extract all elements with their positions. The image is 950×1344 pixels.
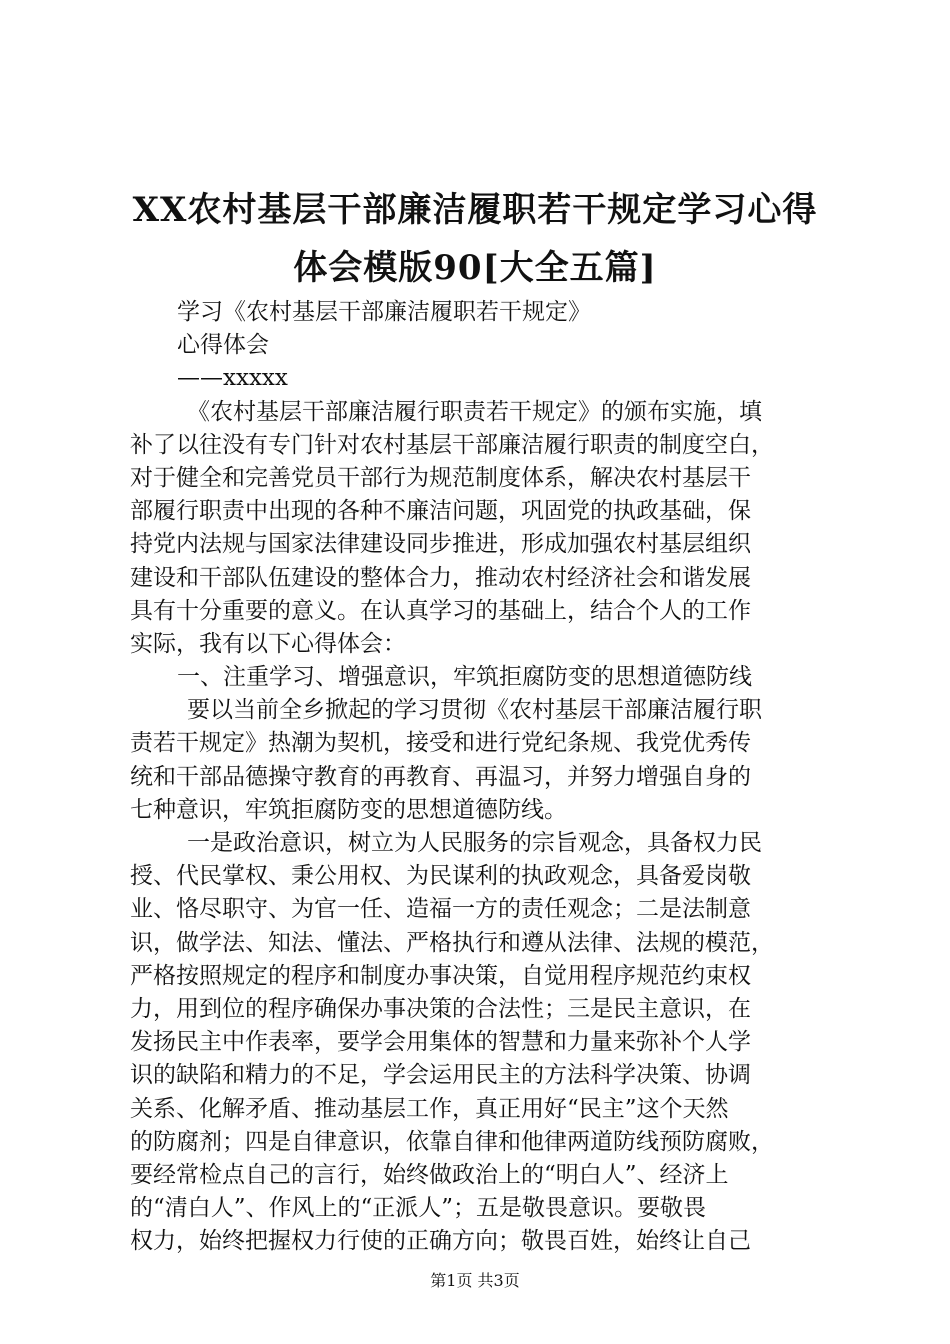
paragraph-line: 的防腐剂；四是自律意识，依靠自律和他律两道防线预防腐败， <box>130 1128 774 1155</box>
paragraph-line: 实际，我有以下心得体会： <box>130 630 406 657</box>
paragraph-line: 关系、化解矛盾、推动基层工作，真正用好“民主”这个天然 <box>130 1095 729 1122</box>
paragraph-line: 补了以往没有专门针对农村基层干部廉洁履行职责的制度空白， <box>130 431 774 458</box>
paragraph-line: 持党内法规与国家法律建设同步推进，形成加强农村基层组织 <box>130 531 751 558</box>
paragraph-line: 力，用到位的程序确保办事决策的合法性；三是民主意识，在 <box>130 995 751 1022</box>
paragraph-line: 一是政治意识，树立为人民服务的宗旨观念，具备权力民 <box>187 830 762 856</box>
paragraph-line: 发扬民主中作表率，要学会用集体的智慧和力量来弥补个人学 <box>130 1029 751 1056</box>
paragraph-line: 对于健全和完善党员干部行为规范制度体系，解决农村基层干 <box>130 464 751 491</box>
subtitle-line-2: 心得体会 <box>177 332 269 359</box>
paragraph-line: 的“清白人”、作风上的“正派人”；五是敬畏意识。要敬畏 <box>130 1195 707 1222</box>
paragraph-line: 识，做学法、知法、懂法、严格执行和遵从法律、法规的模范， <box>130 929 774 956</box>
paragraph-line: 授、代民掌权、秉公用权、为民谋利的执政观念，具备爱岗敬 <box>130 863 751 890</box>
paragraph-3 <box>130 827 830 1258</box>
paragraph-line: 权力，始终把握权力行使的正确方向；敬畏百姓，始终让自己 <box>130 1228 751 1255</box>
page-number-footer: 第1页 共3页 <box>430 1271 520 1290</box>
paragraph-line: 严格按照规定的程序和制度办事决策，自觉用程序规范约束权 <box>130 962 751 989</box>
document-title-line-1: XX农村基层干部廉洁履职若干规定学习心得 <box>132 190 818 230</box>
paragraph-line: 统和干部品德操守教育的再教育、再温习，并努力增强自身的 <box>130 763 751 790</box>
paragraph-line: 部履行职责中出现的各种不廉洁问题，巩固党的执政基础，保 <box>130 498 751 525</box>
paragraph-1 <box>130 396 830 662</box>
paragraph-line: 《农村基层干部廉洁履行职责若干规定》的颁布实施，填 <box>187 398 762 425</box>
paragraph-line: 识的缺陷和精力的不足，学会运用民主的方法科学决策、协调 <box>130 1062 751 1089</box>
section-heading-1: 一、注重学习、增强意识，牢筑拒腐防变的思想道德防线 <box>177 664 752 691</box>
paragraph-2 <box>130 694 830 827</box>
paragraph-line: 建设和干部队伍建设的整体合力，推动农村经济社会和谐发展 <box>130 564 751 591</box>
paragraph-line: 责若干规定》热潮为契机，接受和进行党纪条规、我党优秀传 <box>130 730 751 757</box>
author-line: ——xxxxx <box>177 365 288 392</box>
document-body <box>130 296 830 1258</box>
subtitle-line-1: 学习《农村基层干部廉洁履职若干规定》 <box>177 299 591 325</box>
paragraph-line: 具有十分重要的意义。在认真学习的基础上，结合个人的工作 <box>130 597 751 624</box>
paragraph-line: 要以当前全乡掀起的学习贯彻《农村基层干部廉洁履行职 <box>187 697 762 724</box>
paragraph-line: 七种意识，牢筑拒腐防变的思想道德防线。 <box>130 796 567 823</box>
paragraph-line: 业、恪尽职守、为官一任、造福一方的责任观念；二是法制意 <box>130 896 751 923</box>
paragraph-line: 要经常检点自己的言行，始终做政治上的“明白人”、经济上 <box>130 1161 729 1188</box>
document-title-line-2: 体会模版90[大全五篇] <box>293 248 657 288</box>
